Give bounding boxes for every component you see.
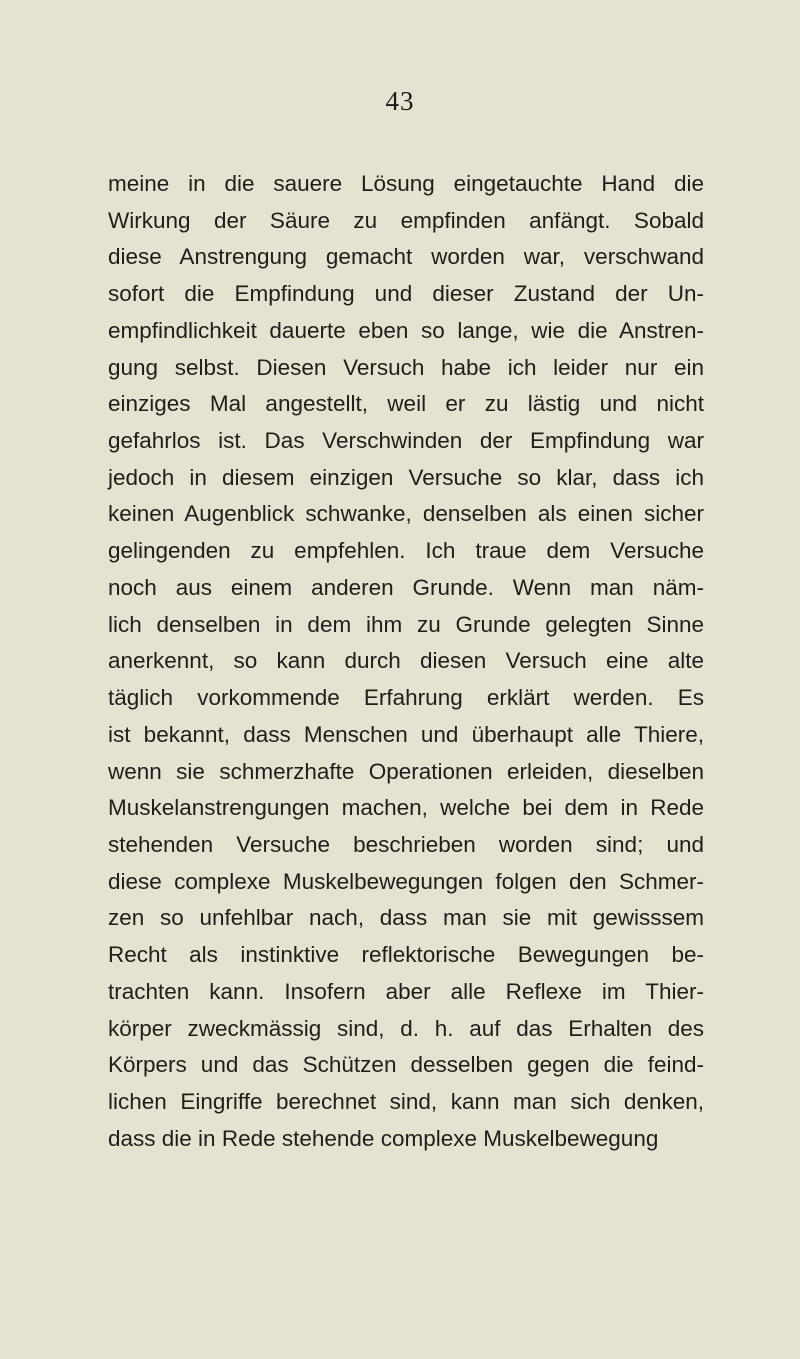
text-line: lichen Eingriffe berechnet sind, kann man sich denken,: [108, 1088, 704, 1114]
text-line: diese Anstrengung gemacht worden war, verschwand: [108, 244, 704, 270]
text-line: sofort die Empfindung und dieser Zustand der Un-: [108, 281, 704, 307]
text-line: gefahrlos ist. Das Verschwinden der Empfindung war: [108, 428, 704, 454]
text-line: Recht als instinktive reflektorische Bewegungen be-: [108, 942, 704, 968]
text-line: stehenden Versuche beschrieben worden sind; und: [108, 831, 704, 857]
text-line: zen so unfehlbar nach, dass man sie mit gewisssem: [108, 905, 704, 931]
text-line: meine in die sauere Lösung eingetauchte Hand die: [108, 171, 704, 196]
text-line: ist bekannt, dass Menschen und überhaupt alle Thiere,: [108, 721, 704, 747]
text-line: täglich vorkommende Erfahrung erklärt werden. Es: [108, 685, 704, 711]
text-line: diese complexe Muskelbewegungen folgen den Schmer-: [108, 868, 704, 894]
page-number: 43: [385, 86, 415, 116]
text-line: wenn sie schmerzhafte Operationen erleiden, dieselben: [108, 758, 704, 784]
text-line: Muskelanstrengungen machen, welche bei dem in Rede: [108, 795, 704, 821]
body-text: [108, 166, 704, 1157]
text-line: jedoch in diesem einzigen Versuche so klar, dass ich: [108, 464, 704, 490]
text-line: Körpers und das Schützen desselben gegen die feind-: [108, 1052, 704, 1078]
text-line: lich denselben in dem ihm zu Grunde gelegten Sinne: [108, 611, 704, 637]
text-line: noch aus einem anderen Grunde. Wenn man näm-: [108, 574, 704, 600]
text-line: anerkennt, so kann durch diesen Versuch eine alte: [108, 648, 704, 674]
text-line: empfindlichkeit dauerte eben so lange, wie die Anstren-: [108, 317, 704, 343]
text-line: einziges Mal angestellt, weil er zu lästig und nicht: [108, 391, 704, 417]
text-line: Wirkung der Säure zu empfinden anfängt. Sobald: [108, 207, 704, 233]
text-line: keinen Augenblick schwanke, denselben als einen sicher: [108, 501, 704, 527]
text-line: gung selbst. Diesen Versuch habe ich leider nur ein: [108, 354, 704, 380]
text-line: dass die in Rede stehende complexe Muskelbewegung: [108, 1125, 659, 1151]
text-line: trachten kann. Insofern aber alle Reflexe im Thier-: [108, 978, 704, 1004]
text-line: gelingenden zu empfehlen. Ich traue dem Versuche: [108, 538, 704, 564]
text-line: körper zweckmässig sind, d. h. auf das Erhalten des: [108, 1015, 704, 1041]
